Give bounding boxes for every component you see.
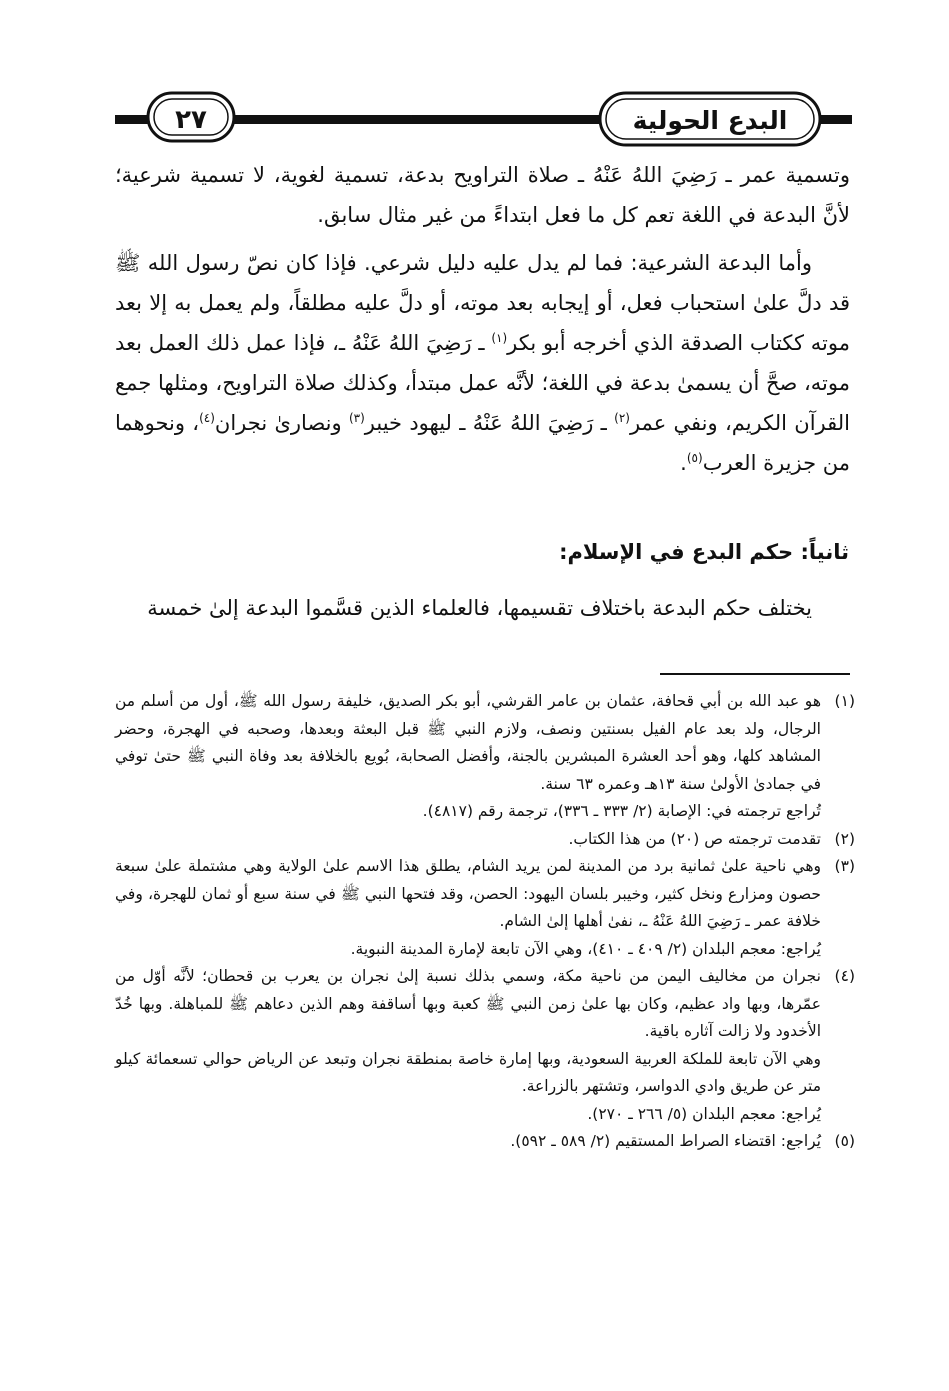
footnote-line: نجران من مخاليف اليمن من ناحية مكة، وسمي بذلك نسبة إلىٰ نجران بن يعرب بن قحطان؛ لأنَّه أوّل من عمّرها، وبها واد عظيم، وكان بها علىٰ زمن النبي ﷺ كعبة وبها أساقفة وهم الذين دعاهم ﷺ للمباهلة. وبها خُدّ الأخدود ولا زالت آثاره باقية. — [115, 967, 821, 1040]
footnote-line: وهي ناحية علىٰ ثمانية برد من المدينة لمن يريد الشام، يطلق هذا الاسم علىٰ الولاية وهي مشتملة علىٰ سبعة حصون ومزارع ونخل كثير، وخيبر بلسان اليهود: الحصن، وقد فتحها النبي ﷺ في سنة سبع أو ثمان للهجرة، وفي خلافة عمر ـ رَضِيَ اللهُ عَنْهُ ـ، نفىٰ أهلها إلىٰ الشام. — [115, 857, 821, 930]
footnote-line: تُراجع ترجمته في: الإصابة (٢/ ٣٣٣ ـ ٣٣٦)، ترجمة رقم (٤٨١٧). — [422, 802, 821, 820]
book-title: البدع الحولية — [632, 106, 788, 135]
footnote-4 — [115, 963, 855, 1128]
paragraph-2-part-b: ـ رَضِيَ اللهُ عَنْهُ ـ، فإذا عمل ذلك العمل بعد موته، صحَّ أن يسمىٰ بدعة في اللغة؛ لأنَّه عمل مبتدأ، وكذلك صلاة التراويح، ومثلها جمع القرآن الكريم، ونفي عمر — [115, 331, 850, 435]
section-paragraph: يختلف حكم البدعة باختلاف تقسيمها، فالعلماء الذين قسَّموا البدعة إلىٰ خمسة — [147, 596, 812, 620]
page-header — [0, 0, 949, 150]
footnote-ref-2: (٢) — [614, 411, 630, 425]
page-number: ٢٧ — [175, 105, 207, 135]
footnote-separator — [660, 673, 850, 675]
footnote-ref-1: (١) — [491, 331, 508, 345]
section-heading: ثانياً: حكم البدع في الإسلام: — [559, 540, 849, 564]
footnote-line: تقدمت ترجمته ص (٢٠) من هذا الكتاب. — [568, 829, 821, 848]
footnote-3 — [115, 853, 855, 963]
paragraph-1: وتسمية عمر ـ رَضِيَ اللهُ عَنْهُ ـ صلاة التراويح بدعة، تسمية لغوية، لا تسمية شرعية؛ لأنَّ البدعة في اللغة تعم كل ما فعل ابتداءً من غير مثال سابق. — [115, 163, 850, 227]
paragraph-2-part-c: ـ رَضِيَ اللهُ عَنْهُ ـ ليهود خيبر — [364, 411, 615, 435]
footnote-1 — [115, 688, 855, 826]
paragraph-2 — [115, 243, 850, 483]
footnote-line: يُراجع: معجم البلدان (٢/ ٤٠٩ ـ ٤١٠)، وهي الآن تابعة لإمارة المدينة النبوية. — [350, 939, 821, 958]
footnote-2 — [115, 826, 855, 854]
footnote-ref-3: (٣) — [348, 411, 365, 425]
paragraph-2-part-a: وأما البدعة الشرعية: فما لم يدل عليه دليل شرعي. فإذا كان نصّ رسول الله ﷺ قد دلَّ علىٰ استحباب فعل، أو إيجابه بعد موته، أو دلَّ عليه مطلقاً، ولم يعمل به إلا بعد موته ككتاب الصدقة الذي أخرجه أبو بكر — [115, 251, 850, 355]
footnote-line: وهي الآن تابعة للملكة العربية السعودية، وبها إمارة خاصة بمنطقة نجران وتبعد عن الرياض حوالي تسعمائة كيلو متر عن طريق وادي الدواسر، وتشتهر بالزراعة. — [115, 1049, 821, 1095]
paragraph-2-part-f: . — [680, 451, 687, 475]
footnote-line: يُراجع: معجم البلدان (٥/ ٢٦٦ ـ ٢٧٠). — [587, 1104, 821, 1123]
footnote-5 — [115, 1128, 855, 1156]
footnote-number: (١) — [834, 692, 855, 710]
footnote-number: (٢) — [834, 829, 855, 848]
footnote-ref-4: (٤) — [199, 411, 215, 425]
footnote-number: (٤) — [834, 967, 855, 985]
footnote-line: هو عبد الله بن أبي قحافة، عثمان بن عامر القرشي، أبو بكر الصديق، خليفة رسول الله ﷺ، أول من أسلم من الرجال، ولد بعد عام الفيل بسنتين ونصف، ولازم النبي ﷺ قبل البعثة وبعدها، وصحبه في الهجرة، وحضر المشاهد كلها، وهو أحد العشرة المبشرين بالجنة، وأفضل الصحابة، بُويع بالخلافة بعد وفاة النبي ﷺ حتىٰ توفي في جمادىٰ الأولىٰ سنة ١٣هـ وعمره ٦٣ سنة. — [115, 692, 821, 793]
main-text — [115, 155, 850, 483]
footnote-number: (٥) — [834, 1132, 855, 1150]
paragraph-2-part-d: ونصارىٰ نجران — [214, 411, 349, 435]
footnote-number: (٣) — [834, 857, 855, 875]
footnote-ref-5: (٥) — [686, 451, 703, 465]
footnote-line: يُراجع: اقتضاء الصراط المستقيم (٢/ ٥٨٩ ـ ٥٩٢). — [510, 1132, 821, 1150]
paragraph-2-part-e: ، ونحوهما من جزيرة العرب — [115, 411, 850, 475]
footnotes — [115, 688, 855, 1156]
